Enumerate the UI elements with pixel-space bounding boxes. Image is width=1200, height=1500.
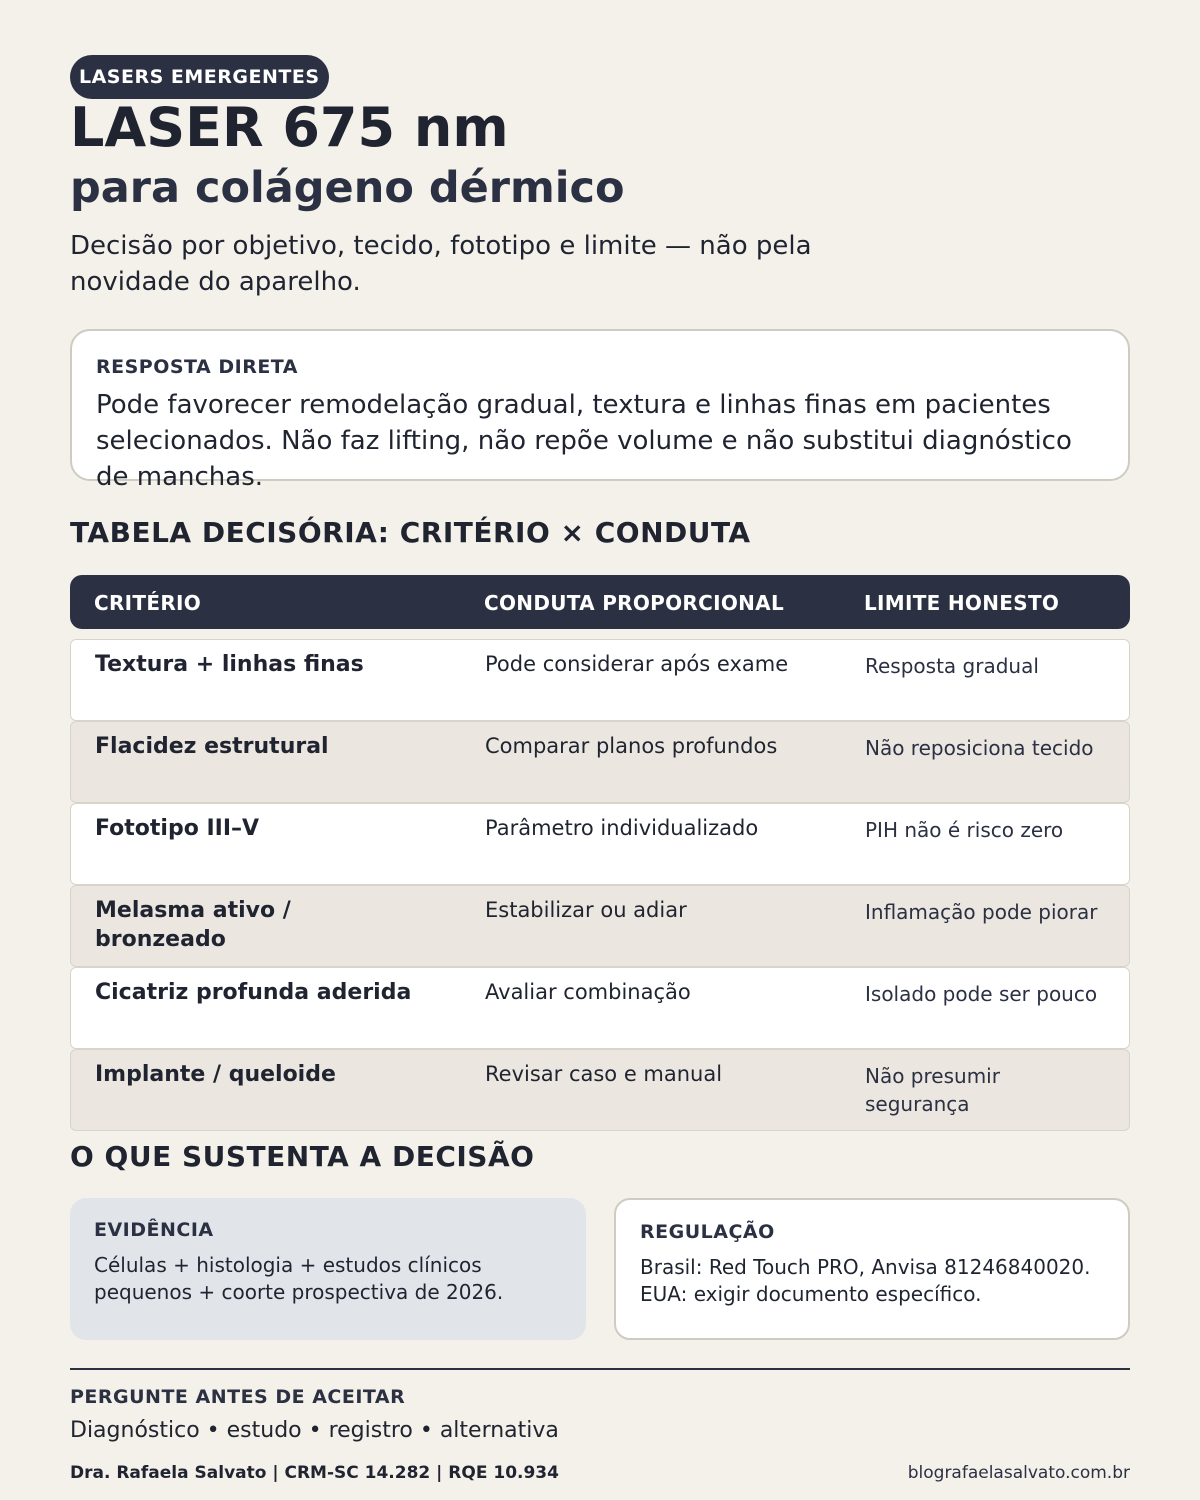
table-row xyxy=(70,639,1130,721)
table-row xyxy=(70,721,1130,803)
table-row xyxy=(70,1049,1130,1131)
conduct-cell: Avaliar combinação xyxy=(485,980,691,1004)
author-signature: Dra. Rafaela Salvato | CRM-SC 14.282 | RQE 10.934 xyxy=(70,1463,559,1483)
criterion-cell: Textura + linhas finas xyxy=(95,652,364,677)
ask-text: Diagnóstico • estudo • registro • alternativa xyxy=(70,1418,559,1443)
page-title: LASER 675 nm xyxy=(70,96,509,159)
header-criterion: CRITÉRIO xyxy=(94,591,202,615)
conduct-cell: Comparar planos profundos xyxy=(485,734,778,758)
criterion-cell: Implante / queloide xyxy=(95,1062,336,1087)
table-row xyxy=(70,885,1130,967)
criterion-cell: Cicatriz profunda aderida xyxy=(95,980,412,1005)
regulation-label: REGULAÇÃO xyxy=(640,1221,775,1243)
category-badge: LASERS EMERGENTES xyxy=(70,55,329,99)
criterion-cell: Flacidez estrutural xyxy=(95,734,329,759)
direct-answer-box xyxy=(70,329,1130,492)
evidence-label: EVIDÊNCIA xyxy=(94,1219,214,1241)
direct-answer-label: RESPOSTA DIRETA xyxy=(96,356,298,378)
conduct-cell: Parâmetro individualizado xyxy=(485,816,759,840)
limit-cell: Inflamação pode piorar xyxy=(865,900,1098,924)
support-section-title: O QUE SUSTENTA A DECISÃO xyxy=(70,1140,535,1173)
limit-cell: PIH não é risco zero xyxy=(865,818,1064,842)
conduct-cell: Revisar caso e manual xyxy=(485,1062,723,1086)
limit-cell: Isolado pode ser pouco xyxy=(865,982,1098,1006)
header-limit: LIMITE HONESTO xyxy=(864,591,1060,615)
page-subtitle: para colágeno dérmico xyxy=(70,163,625,213)
decision-table-header xyxy=(70,575,1130,629)
evidence-card xyxy=(70,1198,586,1340)
criterion-cell: Melasma ativo / bronzeado xyxy=(95,898,291,952)
conduct-cell: Estabilizar ou adiar xyxy=(485,898,687,922)
ask-label: PERGUNTE ANTES DE ACEITAR xyxy=(70,1386,406,1408)
header-conduct: CONDUTA PROPORCIONAL xyxy=(484,591,784,615)
limit-cell: Não reposiciona tecido xyxy=(865,736,1094,760)
conduct-cell: Pode considerar após exame xyxy=(485,652,789,676)
decision-table-title: TABELA DECISÓRIA: CRITÉRIO × CONDUTA xyxy=(70,516,751,549)
regulation-card xyxy=(614,1198,1130,1340)
evidence-text: Células + histologia + estudos clínicos pequenos + coorte prospectiva de 2026. xyxy=(94,1253,504,1304)
limit-cell: Resposta gradual xyxy=(865,654,1039,678)
table-row xyxy=(70,803,1130,885)
footer-divider xyxy=(70,1368,1130,1370)
table-row xyxy=(70,967,1130,1049)
website-link[interactable]: blografaelasalvato.com.br xyxy=(907,1463,1130,1483)
direct-answer-text: Pode favorecer remodelação gradual, textura e linhas finas em pacientes selecionados. Não faz lifting, não repõe volume e não substitui diagnóstico de manchas. xyxy=(96,390,1072,492)
regulation-text: Brasil: Red Touch PRO, Anvisa 81246840020. EUA: exigir documento específico. xyxy=(640,1255,1091,1306)
lead-text: Decisão por objetivo, tecido, fototipo e limite — não pela novidade do aparelho. xyxy=(70,231,812,297)
criterion-cell: Fototipo III–V xyxy=(95,816,260,841)
limit-cell: Não presumir segurança xyxy=(865,1064,1000,1116)
